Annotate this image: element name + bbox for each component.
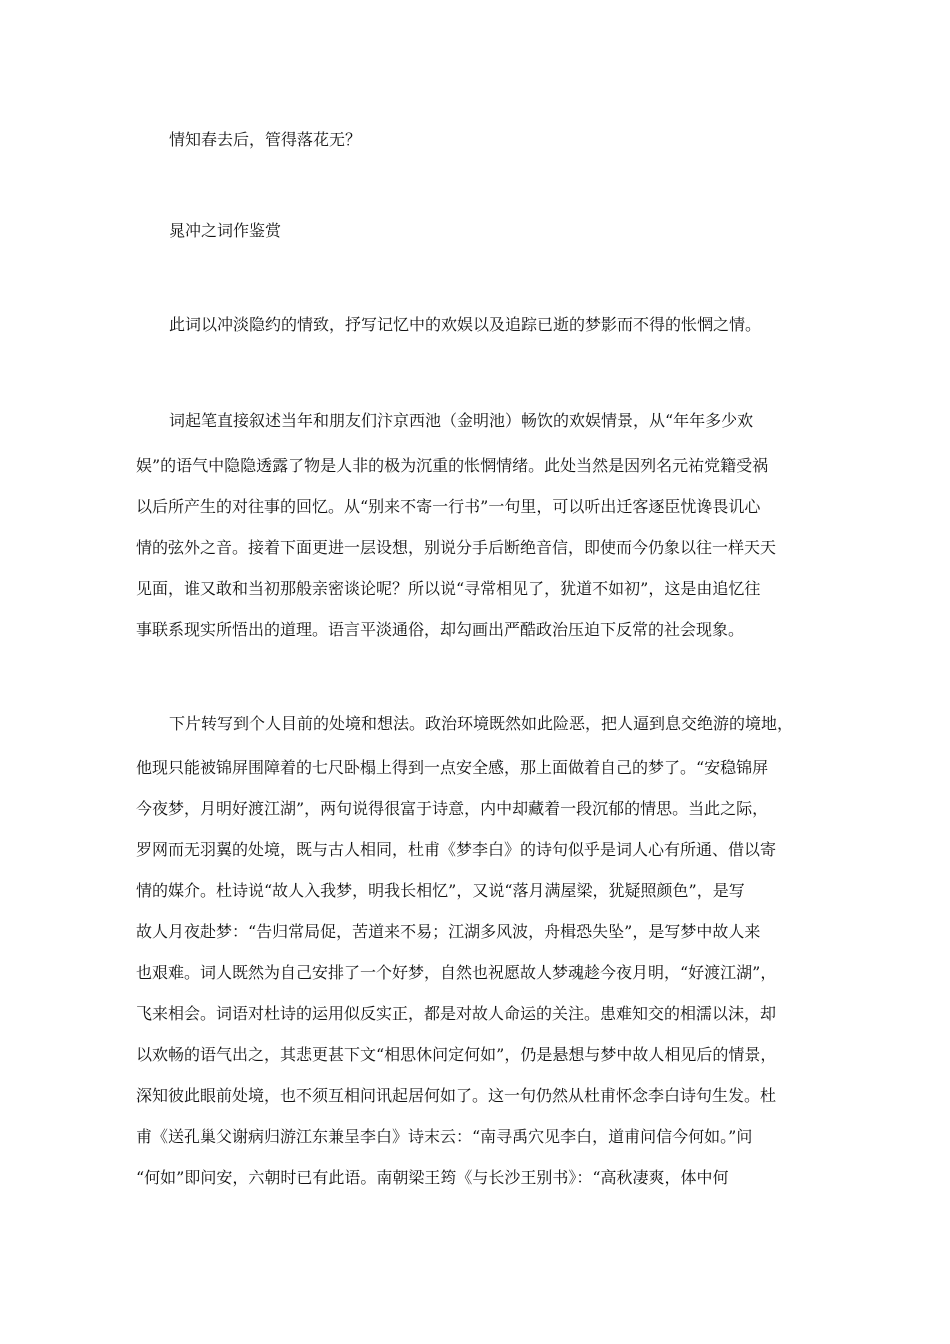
paragraph-line: 以后所产生的对往事的回忆。从“别来不寄一行书”一句里，可以听出迁客逐臣忧谗畏讥心 — [136, 497, 761, 516]
paragraph-line: 深知彼此眼前处境，也不须互相问讯起居何如了。这一句仍然从杜甫怀念李白诗句生发。杜 — [136, 1086, 777, 1105]
paragraph-line: 他现只能被锦屏围障着的七尺卧榻上得到一点安全感，那上面做着自己的梦了。“安稳锦屏 — [136, 758, 769, 777]
paragraph-line: 飞来相会。词语对杜诗的运用似反实正，都是对故人命运的关注。患难知交的相濡以沫，却 — [136, 1004, 777, 1023]
paragraph-line: 见面，谁又敢和当初那般亲密谈论呢？所以说“寻常相见了，犹道不如初”，这是由追忆往 — [136, 579, 761, 598]
paragraph-line: 以欢畅的语气出之，其悲更甚下文“相思休问定何如”，仍是悬想与梦中故人相见后的情景， — [136, 1045, 777, 1064]
paragraph-line: 情的弦外之音。接着下面更进一层设想，别说分手后断绝音信，即使而今仍象以往一样天天 — [136, 538, 777, 557]
paragraph-line: 情的媒介。杜诗说“故人入我梦，明我长相忆”，又说“落月满屋梁，犹疑照颜色”，是写 — [136, 881, 745, 900]
poem-line: 情知春去后，管得落花无？ — [169, 130, 362, 149]
paragraph-line: 此词以冲淡隐约的情致，抒写记忆中的欢娱以及追踪已逝的梦影而不得的怅惘之情。 — [169, 315, 762, 334]
paragraph-line: 词起笔直接叙述当年和朋友们汴京西池（金明池）畅饮的欢娱情景，从“年年多少欢 — [169, 411, 754, 430]
section-title: 晁冲之词作鉴赏 — [169, 221, 282, 240]
paragraph-line: 故人月夜赴梦：“告归常局促，苦道来不易；江湖多风波，舟楫恐失坠”，是写梦中故人来 — [136, 922, 761, 941]
paragraph-line: 也艰难。词人既然为自己安排了一个好梦，自然也祝愿故人梦魂趁今夜月明，“好渡江湖”， — [136, 963, 777, 982]
paragraph-line: 娱”的语气中隐隐透露了物是人非的极为沉重的怅惘情绪。此处当然是因列名元祐党籍受祸 — [136, 456, 769, 475]
paragraph-line: “何如”即问安，六朝时已有此语。南朝梁王筠《与长沙王别书》：“高秋凄爽，体中何 — [136, 1168, 729, 1187]
paragraph-line: 罗网而无羽翼的处境，既与古人相同，杜甫《梦李白》的诗句似乎是词人心有所通、借以寄 — [136, 840, 777, 859]
paragraph-line: 下片转写到个人目前的处境和想法。政治环境既然如此险恶，把人逼到息交绝游的境地， — [169, 714, 794, 733]
paragraph-line: 事联系现实所悟出的道理。语言平淡通俗，却勾画出严酷政治压迫下反常的社会现象。 — [136, 620, 745, 639]
paragraph-line: 今夜梦，月明好渡江湖”，两句说得很富于诗意，内中却藏着一段沉郁的情思。当此之际， — [136, 799, 769, 818]
paragraph-line: 甫《送孔巢父谢病归游江东兼呈李白》诗末云：“南寻禹穴见李白，道甫问信今何如。”问 — [136, 1127, 753, 1146]
